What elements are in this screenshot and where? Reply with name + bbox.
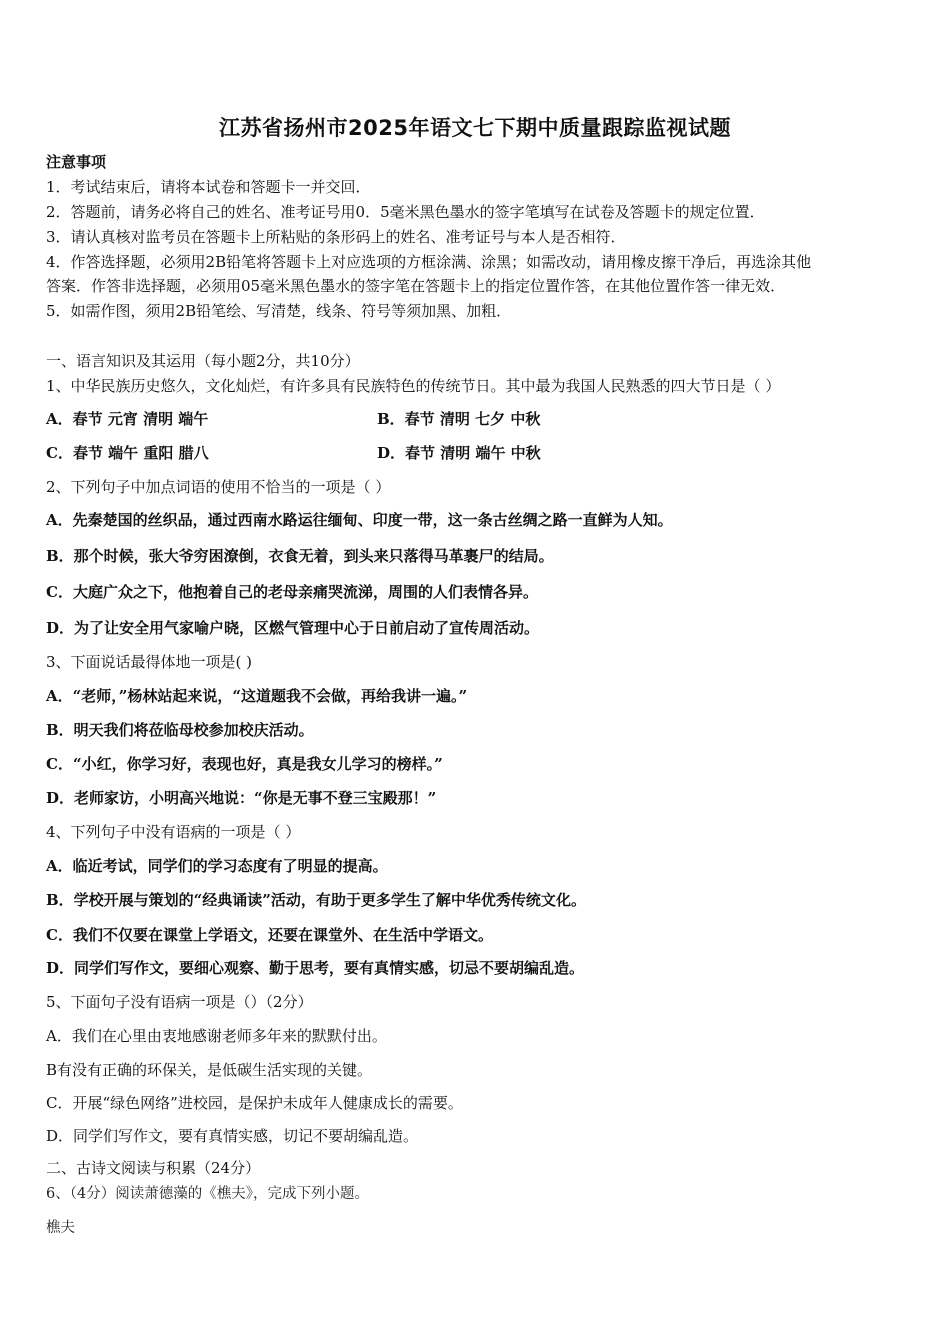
- q1-stem: 1、中华民族历史悠久，文化灿烂，有许多具有民族特色的传统节日。其中最为我国人民熟悉的四大节日是（ ）: [46, 377, 781, 395]
- q2-option-c: C．大庭广众之下，他抱着自己的老母亲痛哭流涕，周围的人们表情各异。: [46, 583, 538, 601]
- q3-stem: 3、下面说话最得体地一项是( ): [46, 653, 253, 671]
- q5-stem: 5、下面句子没有语病一项是（）（2分）: [46, 993, 313, 1011]
- q4-option-b: B．学校开展与策划的“经典诵读”活动，有助于更多学生了解中华优秀传统文化。: [46, 891, 586, 909]
- q2-option-b: B．那个时候，张大爷穷困潦倒，衣食无着，到头来只落得马革裹尸的结局。: [46, 547, 554, 565]
- q1-option-d: D．春节 清明 端午 中秋: [377, 444, 541, 462]
- q4-option-a: A．临近考试，同学们的学习态度有了明显的提高。: [46, 857, 388, 875]
- page-title: 江苏省扬州市2025年语文七下期中质量跟踪监视试题: [219, 116, 731, 140]
- section1-heading: 一、语言知识及其运用（每小题2分，共10分）: [46, 352, 360, 370]
- q5-option-d: D．同学们写作文，要有真情实感，切记不要胡编乱造。: [46, 1127, 419, 1145]
- q1-option-c: C．春节 端午 重阳 腊八: [46, 444, 209, 462]
- notice-item-4: 4．作答选择题，必须用2B铅笔将答题卡上对应选项的方框涂满、涂黑；如需改动，请用橡皮擦干净后，再选涂其他: [46, 253, 812, 271]
- notice-item-1: 1．考试结束后，请将本试卷和答题卡一并交回．: [46, 178, 371, 196]
- q1-option-b: B．春节 清明 七夕 中秋: [377, 410, 541, 428]
- q2-stem: 2、下列句子中加点词语的使用不恰当的一项是（ ）: [46, 478, 391, 496]
- q4-option-d: D．同学们写作文，要细心观察、勤于思考，要有真情实感，切忌不要胡编乱造。: [46, 959, 585, 977]
- q6-stem: 6、（4分）阅读萧德藻的《樵夫》，完成下列小题。: [46, 1186, 369, 1202]
- notice-item-5: 5．如需作图，须用2B铅笔绘、写清楚，线条、符号等须加黑、加粗．: [46, 302, 512, 320]
- q2-option-a: A．先秦楚国的丝织品，通过西南水路运往缅甸、印度一带，这一条古丝绸之路一直鲜为人知。: [46, 511, 673, 529]
- q3-option-d: D．老师家访，小明高兴地说：“你是无事不登三宝殿那！”: [46, 789, 437, 807]
- q5-option-a: A．我们在心里由衷地感谢老师多年来的默默付出。: [46, 1027, 387, 1045]
- notice-item-4-cont: 答案．作答非选择题，必须用05毫米黑色墨水的签字笔在答题卡上的指定位置作答，在其他位置作答一律无效．: [46, 277, 786, 295]
- notice-item-2: 2．答题前，请务必将自己的姓名、准考证号用0．5毫米黑色墨水的签字笔填写在试卷及答题卡的规定位置．: [46, 203, 765, 221]
- poem-title: 樵夫: [46, 1220, 75, 1236]
- q3-option-a: A．“老师，”杨林站起来说，“这道题我不会做，再给我讲一遍。”: [46, 687, 468, 705]
- q5-option-c: C．开展“绿色网络”进校园，是保护未成年人健康成长的需要。: [46, 1094, 463, 1112]
- notice-item-3: 3．请认真核对监考员在答题卡上所粘贴的条形码上的姓名、准考证号与本人是否相符．: [46, 228, 626, 246]
- q4-option-c: C．我们不仅要在课堂上学语文，还要在课堂外、在生活中学语文。: [46, 926, 493, 944]
- q4-stem: 4、下列句子中没有语病的一项是（ ）: [46, 823, 301, 841]
- q2-option-d: D．为了让安全用气家喻户晓，区燃气管理中心于日前启动了宣传周活动。: [46, 619, 540, 637]
- section2-heading: 二、古诗文阅读与积累（24分）: [46, 1159, 261, 1177]
- q3-option-c: C．“小红，你学习好，表现也好，真是我女儿学习的榜样。”: [46, 755, 443, 773]
- q1-option-a: A．春节 元宵 清明 端午: [46, 410, 209, 428]
- q3-option-b: B．明天我们将莅临母校参加校庆活动。: [46, 721, 314, 739]
- q5-option-b: B有没有正确的环保关，是低碳生活实现的关键。: [46, 1061, 373, 1079]
- notice-heading: 注意事项: [46, 153, 107, 171]
